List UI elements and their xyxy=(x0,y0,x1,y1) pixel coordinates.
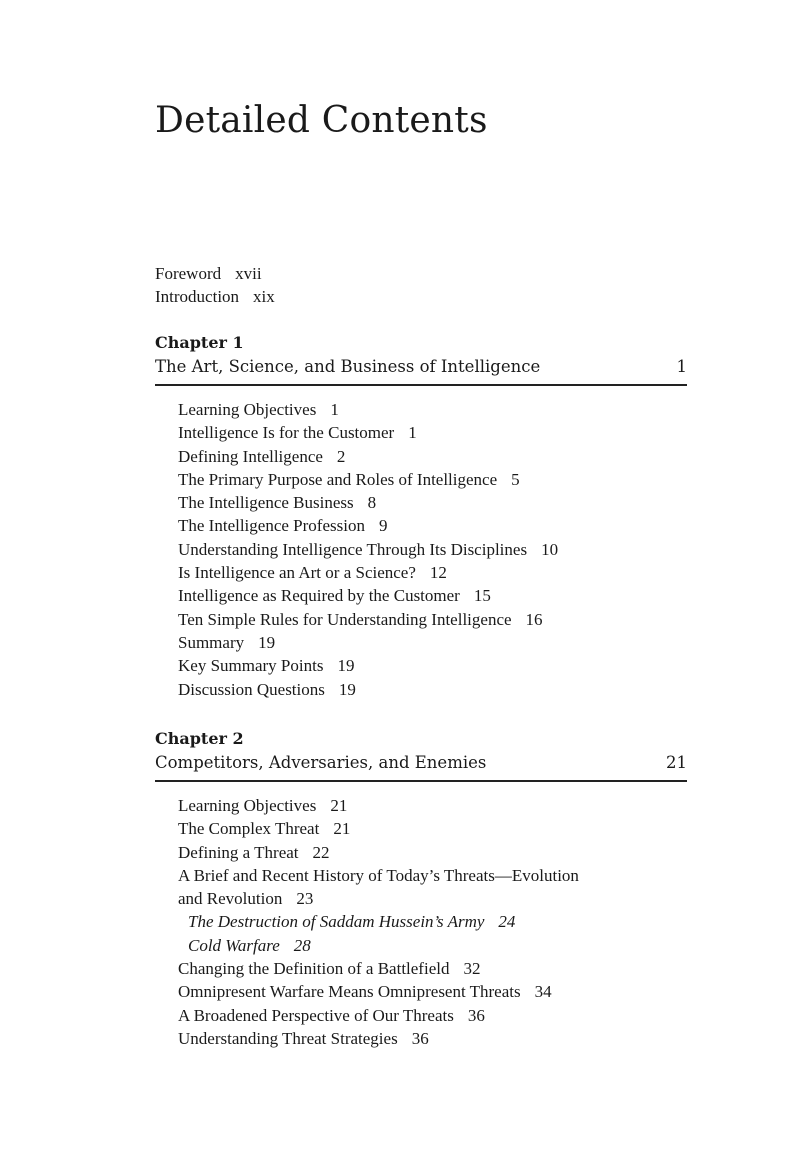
toc-entry-label: The Intelligence Business xyxy=(178,493,354,513)
toc-subentry[interactable] xyxy=(178,934,687,957)
toc-entry[interactable] xyxy=(178,445,687,468)
toc-entry[interactable] xyxy=(178,561,687,584)
chapter-2-section xyxy=(155,727,687,1050)
toc-entry-label: Defining a Threat xyxy=(178,842,299,862)
toc-entry[interactable] xyxy=(178,398,687,421)
chapter-page: 1 xyxy=(676,357,687,376)
toc-entry-page: 16 xyxy=(525,609,543,629)
toc-entry-label: Introduction xyxy=(155,287,240,307)
toc-entry[interactable] xyxy=(178,841,687,864)
toc-entry-page: 12 xyxy=(429,563,447,583)
toc-entry-label: Is Intelligence an Art or a Science? xyxy=(178,563,416,583)
toc-entry-page: 21 xyxy=(330,796,348,815)
toc-entry[interactable] xyxy=(178,491,687,514)
toc-entry[interactable] xyxy=(178,1004,687,1027)
toc-entry-page: 5 xyxy=(511,469,520,489)
toc-entry-label: and Revolution xyxy=(178,889,283,909)
toc-entry-page: 36 xyxy=(467,1005,485,1025)
toc-entry[interactable] xyxy=(178,514,687,537)
toc-entry-label: Understanding Threat Strategies xyxy=(178,1028,398,1048)
front-matter-list xyxy=(155,262,275,309)
toc-entry-page: xvii xyxy=(235,264,262,283)
toc-entry-page: 23 xyxy=(296,889,314,909)
toc-entry-page: 9 xyxy=(378,516,388,536)
toc-entry[interactable] xyxy=(178,957,687,980)
chapter-title: The Art, Science, and Business of Intelligence xyxy=(155,357,541,376)
toc-entry[interactable] xyxy=(178,538,687,561)
toc-entry-label: The Primary Purpose and Roles of Intelligence xyxy=(178,469,498,489)
toc-entry[interactable] xyxy=(178,468,687,491)
toc-entry-page: 32 xyxy=(463,959,481,979)
toc-entry-label: The Complex Threat xyxy=(178,819,320,839)
toc-entry-page: 10 xyxy=(541,539,559,559)
toc-entry[interactable] xyxy=(178,678,687,701)
toc-entry-label: Cold Warfare xyxy=(188,935,280,955)
toc-entry[interactable] xyxy=(178,631,687,654)
chapter-1-section xyxy=(155,331,687,701)
toc-entry[interactable] xyxy=(178,654,687,677)
chapter-entries xyxy=(155,398,687,701)
toc-entry-label: Ten Simple Rules for Understanding Intelligence xyxy=(178,609,512,629)
chapter-label: Chapter 1 xyxy=(155,333,244,352)
toc-entry-page: 28 xyxy=(293,935,311,955)
toc-entry-label: Changing the Definition of a Battlefield xyxy=(178,959,450,979)
toc-entry-introduction[interactable] xyxy=(155,285,275,308)
toc-entry-page: 36 xyxy=(411,1028,429,1048)
toc-entry-label: Summary xyxy=(178,632,245,652)
chapter-title: Competitors, Adversaries, and Enemies xyxy=(155,753,487,772)
toc-entry-label: Learning Objectives xyxy=(178,400,317,419)
toc-entry-label: The Destruction of Saddam Hussein’s Army xyxy=(188,912,485,932)
chapter-entries xyxy=(155,794,687,1050)
toc-entry-label: Discussion Questions xyxy=(178,679,325,699)
toc-entry-label: Intelligence Is for the Customer xyxy=(178,423,395,443)
toc-entry-page: 15 xyxy=(473,586,491,606)
toc-entry-page: 1 xyxy=(330,400,339,419)
toc-entry[interactable] xyxy=(178,794,687,817)
toc-entry-page: 34 xyxy=(534,982,552,1002)
chapter-title-row[interactable] xyxy=(155,751,687,782)
toc-entry-label: The Intelligence Profession xyxy=(178,516,365,536)
toc-entry-label: Defining Intelligence xyxy=(178,446,323,466)
toc-entry-label: Key Summary Points xyxy=(178,656,324,676)
toc-entry-page: 19 xyxy=(258,632,276,652)
chapter-label: Chapter 2 xyxy=(155,729,244,748)
toc-entry[interactable] xyxy=(178,980,687,1003)
toc-entry-label: Omnipresent Warfare Means Omnipresent Threats xyxy=(178,982,521,1002)
toc-entry-label: A Brief and Recent History of Today’s Threats—Evolution xyxy=(178,865,579,885)
toc-entry[interactable] xyxy=(178,421,687,444)
toc-entry-page: xix xyxy=(253,287,275,307)
chapter-title-row[interactable] xyxy=(155,355,687,386)
toc-entry-page: 19 xyxy=(338,679,356,699)
toc-entry-page: 19 xyxy=(337,656,355,676)
toc-entry-label: Foreword xyxy=(155,264,222,283)
toc-entry-page: 21 xyxy=(333,819,351,839)
toc-subentry[interactable] xyxy=(178,910,687,933)
toc-entry[interactable] xyxy=(178,864,687,887)
toc-entry-page: 1 xyxy=(408,423,417,443)
toc-entry-label: Understanding Intelligence Through Its Disciplines xyxy=(178,539,528,559)
chapter-page: 21 xyxy=(666,753,687,772)
toc-entry-page: 8 xyxy=(367,493,377,513)
toc-entry[interactable] xyxy=(178,584,687,607)
toc-entry[interactable] xyxy=(178,1027,687,1050)
toc-entry-page: 2 xyxy=(336,446,346,466)
toc-entry[interactable] xyxy=(178,608,687,631)
page-title: Detailed Contents xyxy=(155,100,488,141)
toc-entry[interactable] xyxy=(178,817,687,840)
toc-entry-continuation[interactable] xyxy=(178,887,687,910)
toc-entry-page: 24 xyxy=(498,912,516,932)
toc-entry-label: Learning Objectives xyxy=(178,796,317,815)
toc-entry-foreword[interactable] xyxy=(155,262,275,285)
toc-entry-label: Intelligence as Required by the Customer xyxy=(178,586,460,606)
toc-entry-page: 22 xyxy=(312,842,330,862)
toc-entry-label: A Broadened Perspective of Our Threats xyxy=(178,1005,454,1025)
